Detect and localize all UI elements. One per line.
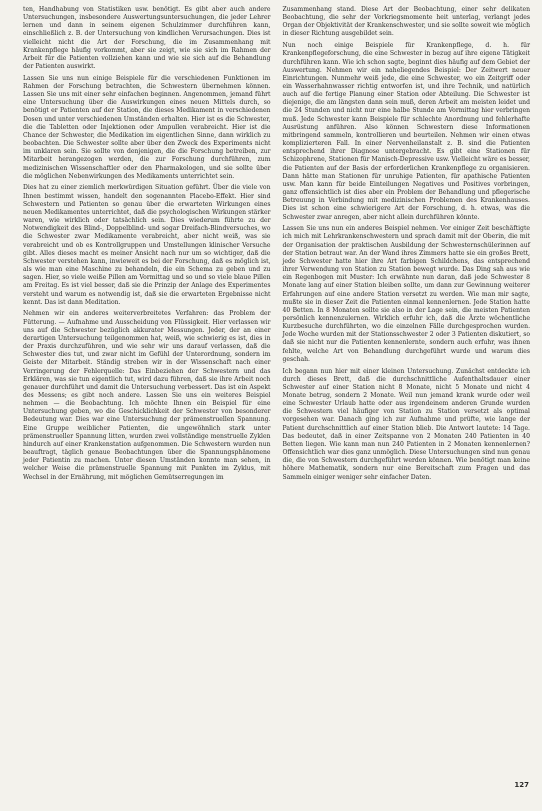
paragraph: ten, Handhabung von Statistiken usw. benötigt. Es gibt aber auch andere Untersuchungen, insbesondere Auswertungsuntersuchungen, die jeder Lehrer lernen und dann in seinem eigenen Schulzimmer durchführen kann, einschließlich z. B. der Untersuchung von kindlichen Verursachungen. Dies ist vielleicht nicht die Art der Forschung, die im Zusammenhang mit Krankenpflege häufig vorkommt, aber sie zeigt, wie sie sich im Rahmen der Arbeit für die Patienten vollziehen kann und wie sie sich auf die Behandlung der Patienten auswirkt. — [23, 6, 271, 71]
right-column — [283, 6, 531, 485]
page-number: 127 — [514, 781, 529, 789]
paragraph: Dies hat zu einer ziemlich merkwürdigen Situation geführt. Über die viele von Ihnen bestimmt wissen, handelt den sogenannten Placebo-Effekt. Hier sind Schwestern und Patienten so genau über die erwarteten Wirkungen eines neuen Medikamentes unterrichtet, daß die psychologischen Wirkungen stärker waren, wie wirklich oder tatsächlich sein. Dies wiederum führte zu der Notwendigkeit des Blind-, Doppelblind- und sogar Dreifach-Blindversuches, wo die Schwester zwar Medikamente verabreicht, aber nicht weiß, was sie verabreicht und ob es Kontrollgruppen und Umstellungen klinischer Versuche gibt. Alles dieses macht es meiner Ansicht nach nur um so wichtiger, daß die Schwester verstehen kann, inwieweit es bei der Forschung, daß es möglich ist, als wie man eine Maschine zu behandeln, die ein Schema zu geben und zu sagen. Hier, so viele weiße Pillen am Vormittag und so und so viele blaue Pillen am Freitag. Es ist viel besser, daß sie die Prinzip der Anlage des Experimentes versteht und warum es notwendig ist, daß sie die erwarteten Ergebnisse nicht kennt. Das ist dann Meditation. — [23, 184, 271, 306]
paragraph: Lassen Sie uns nun ein anderes Beispiel nehmen. Vor einiger Zeit beschäftigte ich mich mit Lehrkrankenschwestern und sprach damit mit der Oberin, die mit der Organisation der praktischen Ausbildung der Schwesternschülerinnen auf der Station betraut war. An der Wand ihres Zimmers hatte sie ein großes Brett, jede Schwester hatte hier ihre Art farbigen Schildchens, das entsprechend ihrer Verwendung von Station zu Station bewegt wurde. Das Ding sah aus wie ein Regenbogen mit Muster: Ich erwähnte nun daran, daß jede Schwester 8 Monate lang auf einer Station bleiben sollte, um dann zur Gewinnung weiterer Erfahrungen auf eine andere Station versetzt zu werden. Wie man mir sagte, mußte sie in dieser Zeit die Patienten einmal kennenlernen. Jede Station hatte 40 Betten. In 8 Monaten sollte sie also in der Lage sein, die meisten Patienten persönlich kennenzulernen. Wirklich erfuhr ich, daß die Ärzte wöchentliche Kurzbesuche durchführten, wo die einzelnen Fälle durchgesprochen wurden. Jede Woche wurden mit der Stationsschwester 2 oder 3 Patienten diskutiert, so daß sie nicht nur die Patienten kennenlernte, sondern auch erfuhr, was ihnen fehlte, welche Art von Behandlung durchgeführt wurde und warum dies geschah. — [282, 225, 530, 363]
paragraph: Ich begann nun hier mit einer kleinen Untersuchung. Zunächst entdeckte ich durch dieses Brett, daß die durchschnittliche Aufenthaltsdauer einer Schwester auf einer Station nicht 8 Monate, nicht 5 Monate und nicht 4 Monate betrug, sondern 2 Monate. Weil nun jemand krank wurde oder weil eine Schwester Urlaub hatte oder aus irgendeinem anderen Grunde wurden die Schwestern viel häufiger von Station zu Station versetzt als optimal vorgesehen war. Danach ging ich zur Aufnahme und prüfte, wie lange der Patient durchschnittlich auf einer Station blieb. Die Antwort lautete: 14 Tage. Das bedeutet, daß in einer Zeitspanne von 2 Monaten 240 Patienten in 40 Betten liegen. Wie kann man nun 240 Patienten in 2 Monaten kennenlernen? Offensichtlich war dies ganz unmöglich. Diese Untersuchungen sind nun genau die, die von Schwestern durchgeführt werden können. Wie benötigt man keine höhere Mathematik, sondern nur eine Bereitschaft zum Fragen und das Sammeln einiger weniger sehr einfacher Daten. — [282, 367, 530, 481]
paragraph: Nun noch einige Beispiele für Krankenpflege, d. h. für Krankenpflegeforschung, die eine Schwester in bezug auf ihre eigene Tätigkeit durchführen kann. Wie ich schon sagte, beginnt dies häufig auf dem Gebiet der Auswertung. Nehmen wir ein naheliegendes Beispiel: Der Zeitwert neuer Einrichtungen. Nunmehr weiß jede, die eine Schwester, wo ein Zeitgriff oder ein Wasserhahnwasser richtig entworfen ist, und ihre Technik, und natürlich auch auf die fertige Planung einer Station oder Abteilung. Die Schwester ist diejenige, die am längsten dann sein muß, deren Arbeit am meisten leidet und die 24 Stunden und nicht nur eine halbe Stunde am Vormittag hier verbringen muß. Jede Schwester kann Beispiele für schlechte Anordnung und fehlerhafte Ausrüstung anführen. Also können Schwestern diese Informationen mitbringend sammeln, kontrollieren und beurteilen. Nehmen wir einen etwas komplizierteren Fall. In einer Nervenheilanstalt z. B. sind die Patienten entsprechend ihrer Diagnose untergebracht. Es gibt eine Stationen für Schizophrene, Stationen für Manisch-Depressive usw. Vielleicht wäre es besser, die Patienten auf der Basis der erforderlichen Krankenpflege zu organisieren. Dann hätte man Stationen für unruhige Patienten, für apathische Patienten usw. Man kann für beide Einteilungen Negatives und Positives vorbringen, ganz offensichtlich ist dies aber ein Problem der Behandlung und pflegerische Betreuung in Verbindung mit medizinischen Problemen des Krankenhauses. Dies ist schon eine schwierigere Art der Forschung, d. h. etwas, was die Schwester zwar anregen, aber nicht allein durchführen könnte. — [282, 42, 530, 221]
text-columns — [23, 6, 530, 485]
paragraph: Lassen Sie uns nun einige Beispiele für die verschiedenen Funktionen im Rahmen der Forschung betrachten, die Schwestern übernehmen können. Lassen Sie uns mit einer sehr einfachen beginnen. Angenommen, jemand führt eine Untersuchung über die Auswirkungen eines neuen Mittels durch, so benötigt er Patienten auf der Station, die dieses Medikament in verschiedenen Dosen und unter verschiedenen Umständen erhalten. Hier ist es die Schwester, die die Tabletten oder Injektionen oder Ampullen verabreicht. Hier ist die Chance der Schwester, die Medikation im eigentlichen Sinne, dann wirklich zu beobachten. Die Schwester sollte aber über den Zweck des Experiments nicht im unklaren sein. Sie sollte von denjenigen, die die Forschung betreiben, zur Mitarbeit herangezogen werden, die zur Forschung durchführen, zum medizinischen Wissenschaftler oder den Pharmakologen, und sie sollte über die möglichen Nebenwirkungen des Medikaments unterrichtet sein. — [23, 74, 271, 180]
left-column — [23, 6, 271, 485]
paragraph: Zusammenhang stand. Diese Art der Beobachtung, einer sehr delikaten Beobachtung, die sehr der Vorkriegsmomente heit unterlag, verlangt jedes Organ der Objektivität der Krankenschwester, und sie sollte soweit wie möglich in dieser Richtung ausgebildet sein. — [282, 6, 530, 38]
paragraph: Nehmen wir ein anderes weiterverbreitetes Verfahren: das Problem der Fütterung. — Aufnahme und Ausscheidung von Flüssigkeit. Hier verlassen wir uns auf die Schwester bezüglich akkurater Messungen. Jeder, der an einer derartigen Untersuchung teilgenommen hat, weiß, wie schwierig es ist, dies in der Praxis durchzuführen, und wie sehr wir uns darauf verlassen, daß die Schwester dies tut, und zwar nicht im Gefühl der Unterordnung, sondern im Geiste der Mitarbeit. Ständig streben wir in der Wissenschaft nach einer Verringerung der Fehlerquelle: Das Einbeziehen der Schwestern und das Erklären, was sie tun eigentlich tut, wird dazu führen, daß sie ihre Arbeit noch genauer durchführt und damit die Untersuchung verbessert. Das ist ein Aspekt des Messens; es gibt noch andere. Lassen Sie uns ein weiteres Beispiel nehmen — die Beobachtung. Ich möchte Ihnen ein Beispiel für eine Untersuchung geben, wo die Geschicklichkeit der Schwester von besonderer Bedeutung war. Dies war eine Untersuchung der prämenstruellen Spannung. Eine Gruppe weiblicher Patienten, die ungewöhnlich stark unter prämenstrueller Spannung litten, wurden zwei vollständige menstruelle Zyklen hindurch auf einer Krankenstation aufgenommen. Die Schwestern wurden nun beauftragt, täglich genaue Beobachtungen über die Spannungsphänomene jeder Patientin zu machen. Unter diesen Umständen konnte man sehen, in welcher Weise die prämenstruelle Spannung mit Punkten im Zyklus, mit Wechsel in der Ernährung, mit möglichen Gemütserregungen im — [23, 310, 271, 481]
